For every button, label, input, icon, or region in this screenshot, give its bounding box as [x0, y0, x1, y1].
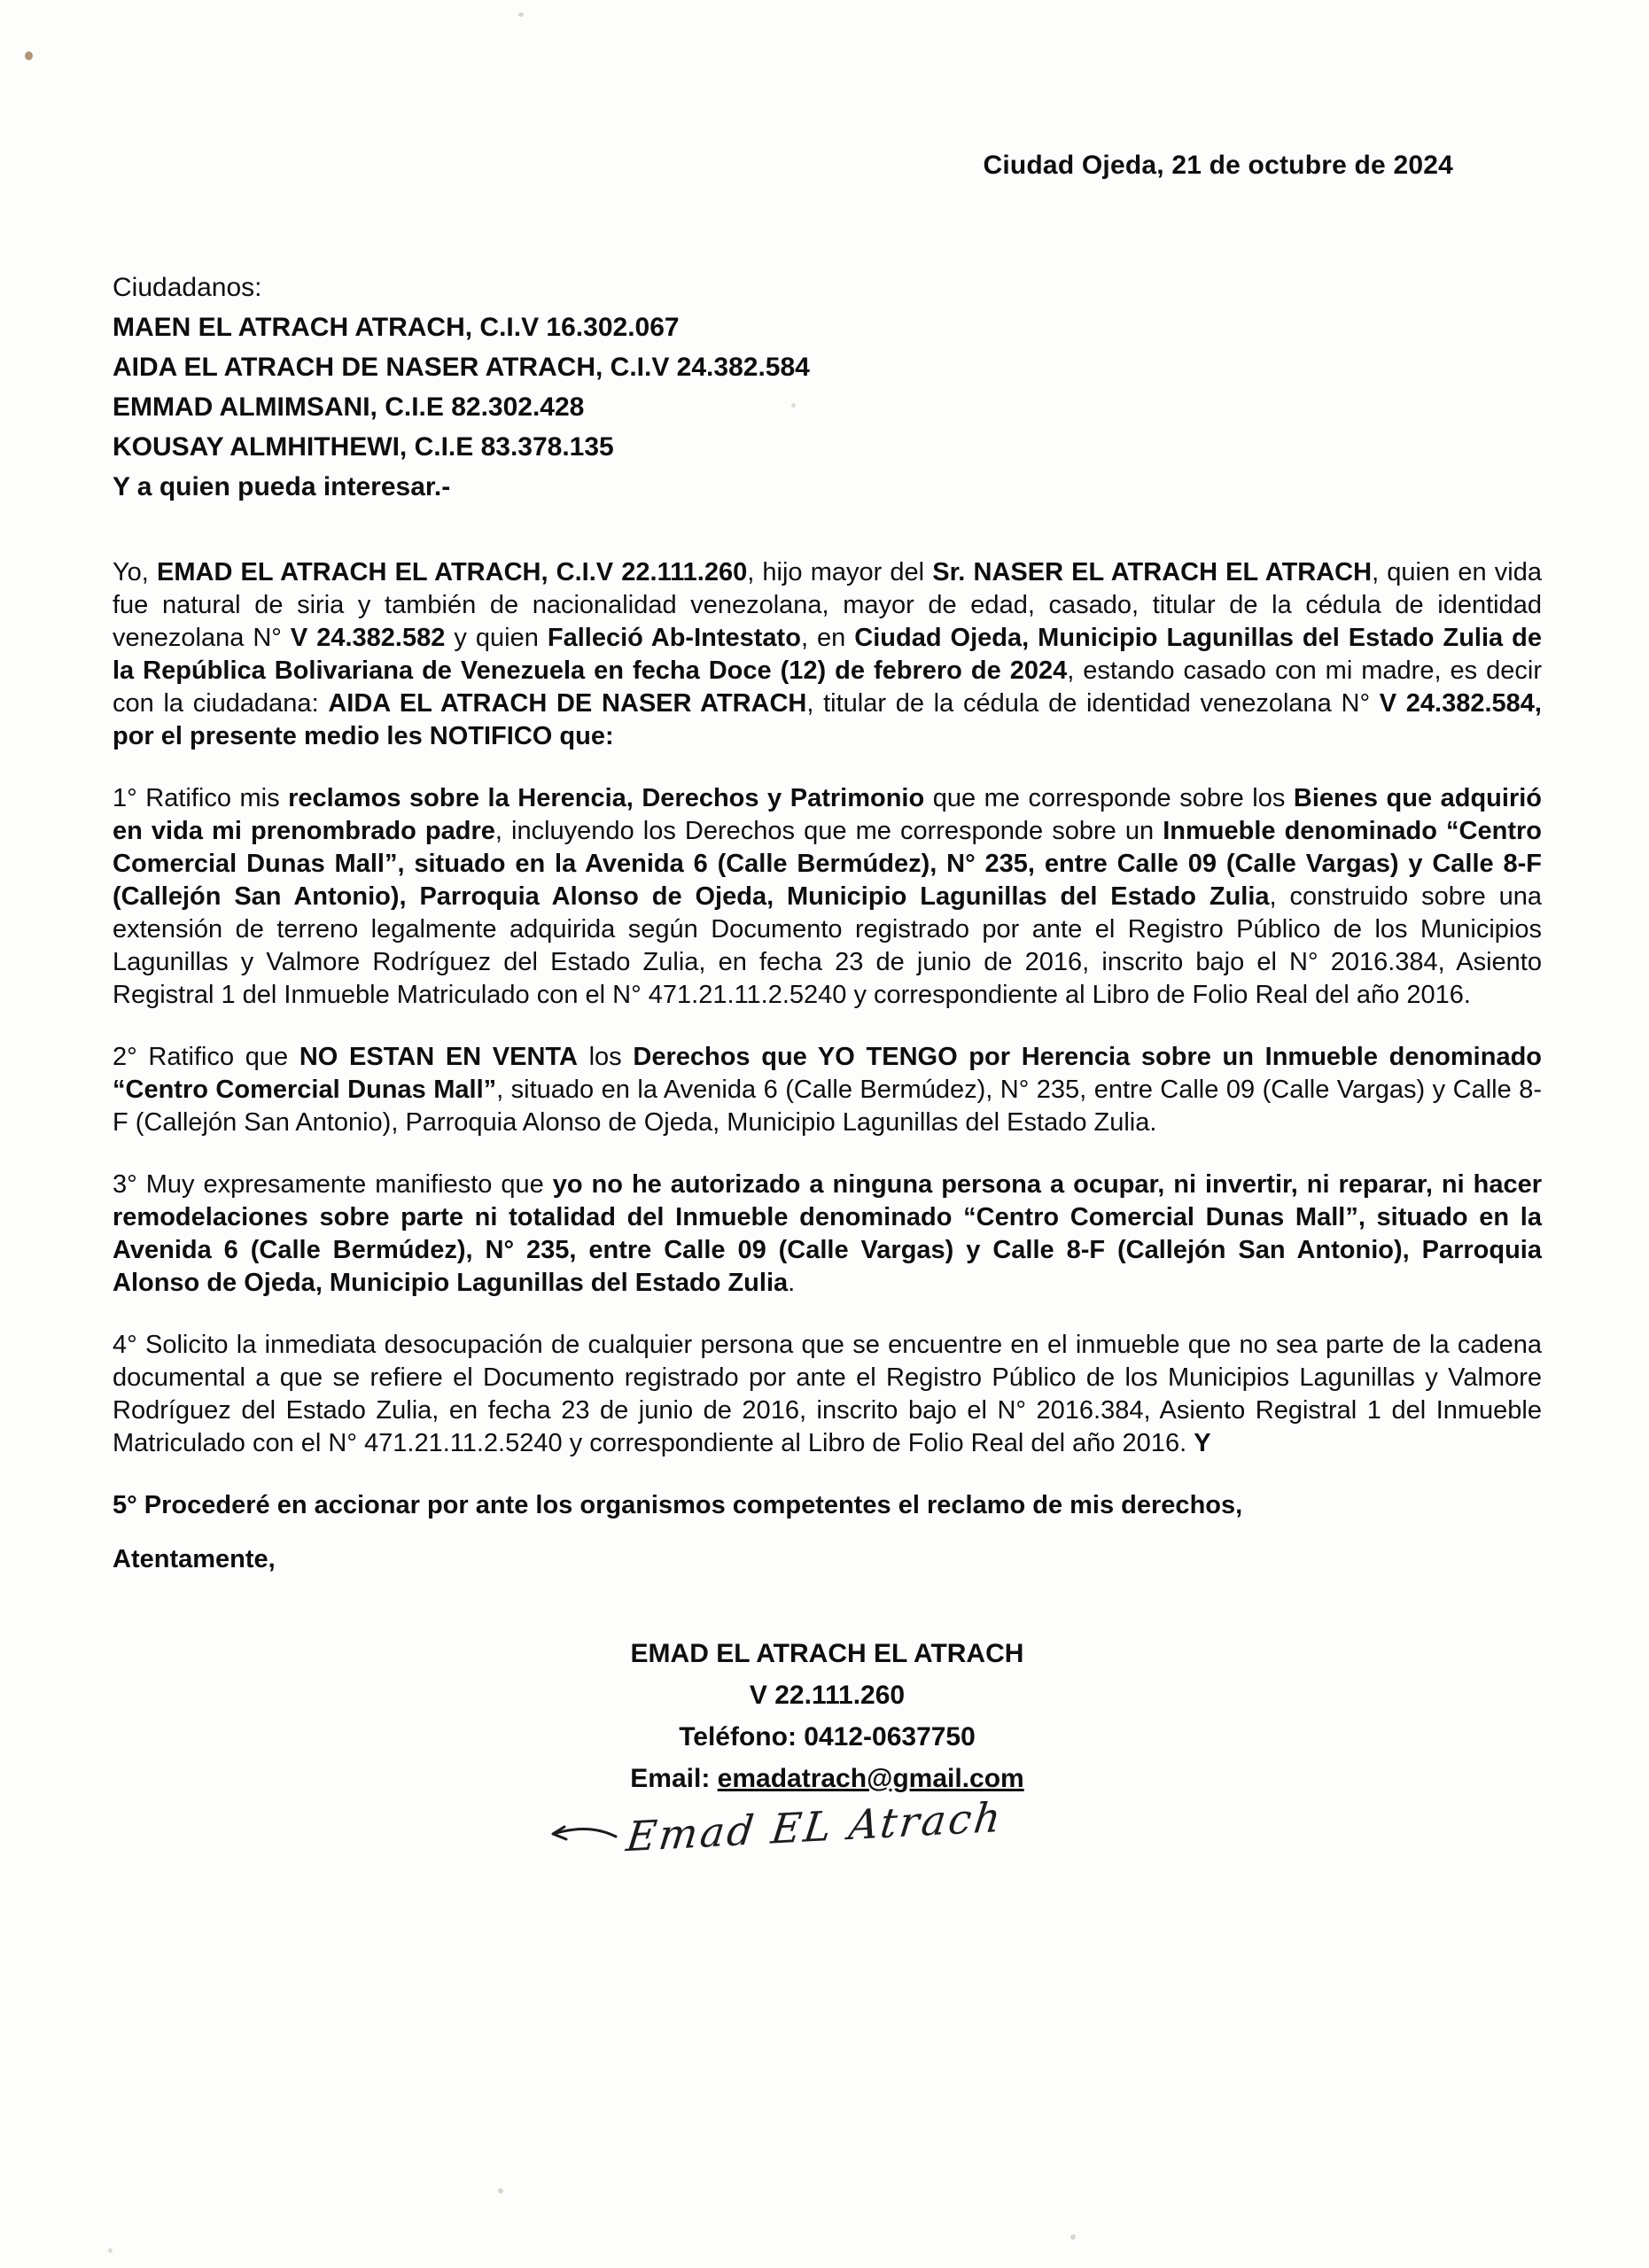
signatory-name: EMAD EL ATRACH EL ATRACH — [630, 1639, 1024, 1668]
paragraph-clause-4: 4° Solicito la inmediata desocupación de cualquier persona que se encuentre en el inmueble que no sea parte de la cadena documental a que se refiere el Documento registrado por ante el Registro Público de los Municipios Lagunillas y Valmore Rodríguez del Estado Zulia, en fecha 23 de junio de 2016, inscrito bajo el N° 2016.384, Asiento Registral 1 del Inmueble Matriculado con el N° 471.21.11.2.5240 y correspondiente al Libro de Folio Real del año 2016. Y — [113, 1331, 1542, 1457]
scan-speck — [1070, 2234, 1076, 2240]
recipient-line: Y a quien pueda interesar.- — [113, 472, 451, 501]
signature-flourish-icon — [548, 1819, 618, 1849]
paragraph-clause-2: 2° Ratifico que NO ESTAN EN VENTA los Derechos que YO TENGO por Herencia sobre un Inmueble denominado “Centro Comercial Dunas Mall”, situado en la Avenida 6 (Calle Bermúdez), N° 235, entre Calle 09 (Calle Vargas) y Calle 8-F (Callejón San Antonio), Parroquia Alonso de Ojeda, Municipio Lagunillas del Estado Zulia. — [113, 1043, 1543, 1137]
scan-speck — [498, 2188, 503, 2194]
handwritten-signature-text: Emad EL Atrach — [624, 1792, 1007, 1861]
scan-speck — [518, 12, 524, 17]
recipient-line: MAEN EL ATRACH ATRACH, C.I.V 16.302.067 — [113, 313, 680, 342]
recipients-heading: Ciudadanos: — [113, 273, 262, 302]
signature-block — [113, 1633, 1542, 1861]
date-line: Ciudad Ojeda, 21 de octubre de 2024 — [983, 151, 1453, 180]
paragraph-intro: Yo, EMAD EL ATRACH EL ATRACH, C.I.V 22.111.260, hijo mayor del Sr. NASER EL ATRACH EL ATRACH, quien en vida fue natural de siria y también de nacionalidad venezolana, mayor de edad, casado, titular de la cédula de identidad venezolana N° V 24.382.582 y quien Falleció Ab-Intestato, en Ciudad Ojeda, Municipio Lagunillas del Estado Zulia de la República Bolivariana de Venezuela en fecha Doce (12) de febrero de 2024, estando casado con mi madre, es decir con la ciudadana: AIDA EL ATRACH DE NASER ATRACH, titular de la cédula de identidad venezolana N° V 24.382.584, por el presente medio les NOTIFICO que: — [113, 558, 1543, 750]
scan-speck — [791, 403, 796, 408]
recipient-line: KOUSAY ALMHITHEWI, C.I.E 83.378.135 — [113, 432, 614, 462]
letter-body — [113, 556, 1542, 1522]
paragraph-clause-5: 5° Procederé en accionar por ante los organismos competentes el reclamo de mis derechos, — [113, 1491, 1243, 1519]
scan-speck — [25, 51, 33, 60]
paragraph-clause-3: 3° Muy expresamente manifiesto que yo no he autorizado a ninguna persona a ocupar, ni invertir, ni reparar, ni hacer remodelaciones sobre parte ni totalidad del Inmueble denominado “Centro Comercial Dunas Mall”, situado en la Avenida 6 (Calle Bermúdez), N° 235, entre Calle 09 (Calle Vargas) y Calle 8-F (Callejón San Antonio), Parroquia Alonso de Ojeda, Municipio Lagunillas del Estado Zulia. — [113, 1170, 1543, 1297]
signatory-email: Email: emadatrach@gmail.com — [630, 1764, 1024, 1793]
recipient-line: EMMAD ALMIMSANI, C.I.E 82.302.428 — [113, 392, 585, 422]
signatory-id-number: V 22.111.260 — [749, 1681, 906, 1710]
closing-line: Atentamente, — [113, 1545, 276, 1573]
recipient-line: AIDA EL ATRACH DE NASER ATRACH, C.I.V 24.382.584 — [113, 353, 810, 382]
handwritten-signature — [61, 1792, 1490, 1861]
scan-speck — [108, 2249, 113, 2253]
signatory-phone: Teléfono: 0412-0637750 — [679, 1722, 976, 1751]
paragraph-clause-1: 1° Ratifico mis reclamos sobre la Herencia, Derechos y Patrimonio que me corresponde sobre los Bienes que adquirió en vida mi prenombrado padre, incluyendo los Derechos que me corresponde sobre un Inmueble denominado “Centro Comercial Dunas Mall”, situado en la Avenida 6 (Calle Bermúdez), N° 235, entre Calle 09 (Calle Vargas) y Calle 8-F (Callejón San Antonio), Parroquia Alonso de Ojeda, Municipio Lagunillas del Estado Zulia, construido sobre una extensión de terreno legalmente adquirida según Documento registrado por ante el Registro Público de los Municipios Lagunillas y Valmore Rodríguez del Estado Zulia, en fecha 23 de junio de 2016, inscrito bajo el N° 2016.384, Asiento Registral 1 del Inmueble Matriculado con el N° 471.21.11.2.5240 y correspondiente al Libro de Folio Real del año 2016. — [113, 784, 1542, 1009]
recipients-block — [113, 268, 1542, 507]
